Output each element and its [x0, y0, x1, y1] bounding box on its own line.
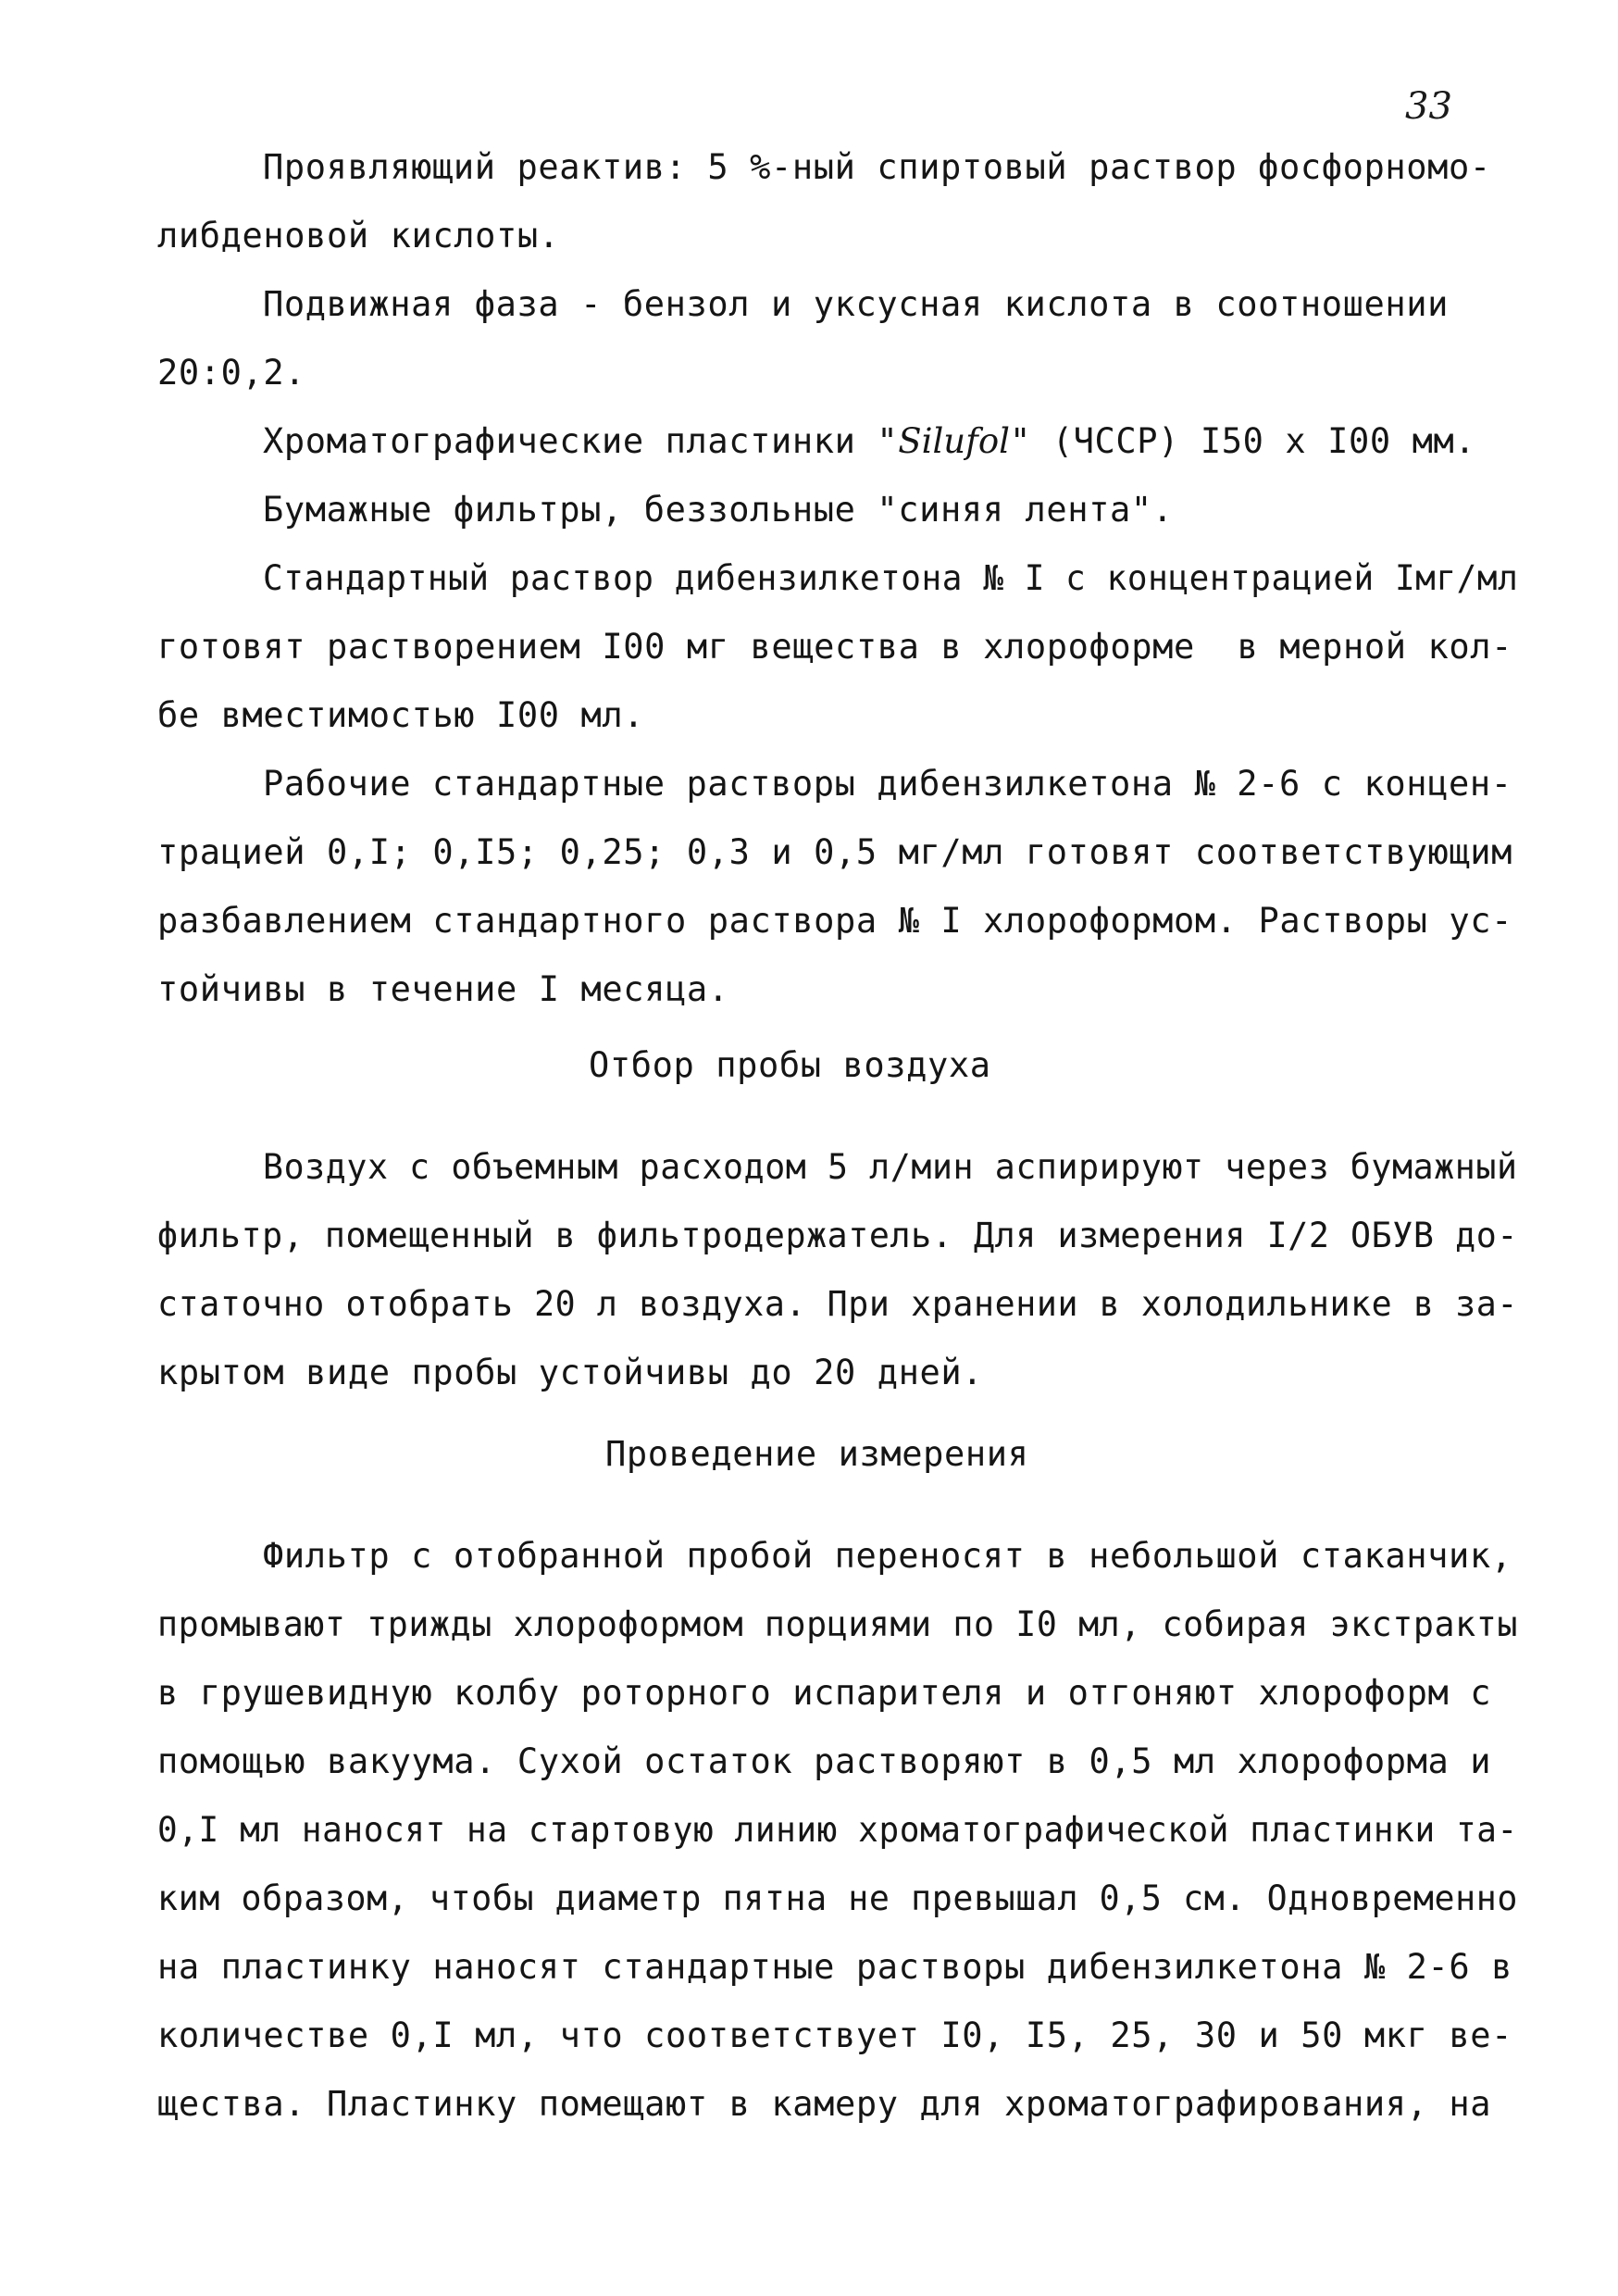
section-heading-measurement: Проведение измерения [605, 1434, 1029, 1474]
text-line: Рабочие стандартные растворы дибензилкетона № 2-6 с концен- [263, 764, 1512, 804]
text-line: помощью вакуума. Сухой остаток растворяют в 0,5 мл хлороформа и [157, 1741, 1492, 1781]
text-line: 20:0,2. [157, 353, 306, 393]
text-line [263, 421, 1476, 461]
text-line: Подвижная фаза - бензол и уксусная кислота в соотношении [263, 284, 1450, 324]
text-line: Воздух с объемным расходом 5 л/мин аспирируют через бумажный [263, 1147, 1518, 1187]
text-line: количестве 0,I мл, что соответствует I0, I5, 25, 30 и 50 мкг ве- [157, 2015, 1513, 2055]
text-line: Бумажные фильтры, беззольные "синяя лента". [263, 490, 1174, 530]
text-line: 0,I мл наносят на стартовую линию хроматографической пластинки та- [157, 1810, 1518, 1850]
page-number: 33 [1405, 85, 1452, 128]
text-line: ким образом, чтобы диаметр пятна не превышал 0,5 см. Одновременно [157, 1878, 1518, 1918]
text-line: щества. Пластинку помещают в камеру для хроматографирования, на [157, 2084, 1492, 2124]
text-line: крытом виде пробы устойчивы до 20 дней. [157, 1353, 984, 1392]
text-line: готовят растворением I00 мг вещества в хлороформе в мерной кол- [157, 627, 1513, 667]
text-line: Проявляющий реактив: 5 %-ный спиртовый раствор фосфорномо- [263, 147, 1491, 187]
section-heading-air-sampling: Отбор пробы воздуха [589, 1045, 991, 1085]
text-line: статочно отобрать 20 л воздуха. При хранении в холодильнике в за- [157, 1284, 1518, 1324]
text-line: на пластинку наносят стандартные растворы дибензилкетона № 2-6 в [157, 1947, 1513, 1987]
plates-text-start: Хроматографические пластинки " [263, 421, 899, 461]
text-line: Фильтр с отобранной пробой переносят в небольшой стаканчик, [263, 1536, 1512, 1576]
plates-text-end: " (ЧССР) I50 х I00 мм. [1009, 421, 1476, 461]
text-line: фильтр, помещенный в фильтродержатель. Для измерения I/2 ОБУВ до- [157, 1216, 1518, 1255]
text-line: разбавлением стандартного раствора № I хлороформом. Растворы ус- [157, 901, 1513, 941]
text-line: промывают трижды хлороформом порциями по I0 мл, собирая экстракты [157, 1604, 1518, 1644]
text-line: Стандартный раствор дибензилкетона № I с концентрацией Iмг/мл [263, 558, 1519, 598]
text-line: бе вместимостью I00 мл. [157, 695, 645, 735]
text-line: трацией 0,I; 0,I5; 0,25; 0,3 и 0,5 мг/мл готовят соответствующим [157, 832, 1513, 872]
text-line: в грушевидную колбу роторного испарителя и отгоняют хлороформ с [157, 1673, 1492, 1713]
handwritten-plate-brand: Silufol [898, 421, 1010, 461]
text-line: либденовой кислоты. [157, 216, 560, 256]
text-line: тойчивы в течение I месяца. [157, 969, 729, 1009]
